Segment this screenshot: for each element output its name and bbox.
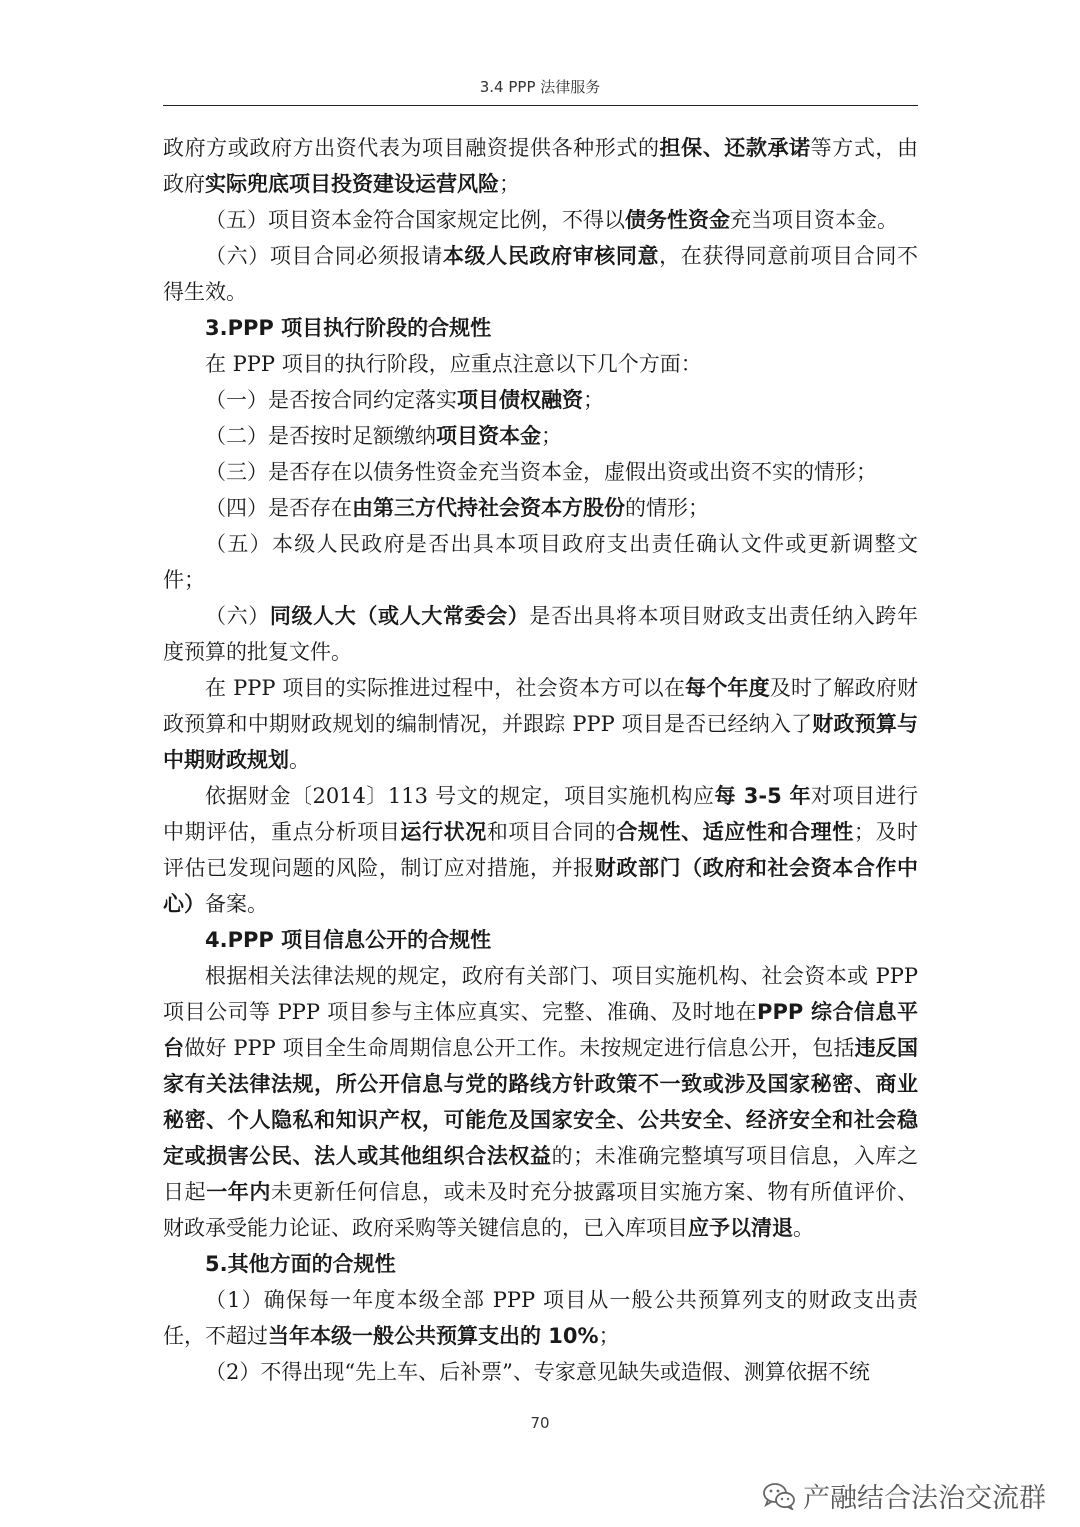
paragraph (163, 1282, 918, 1354)
bold-text: 违反国家有关法律法规，所公开信息与党的路线方针政策不一致或涉及国家秘密、商业秘密、个人隐私和知识产权，可能危及国家安全、公共安全、经济安全和社会稳定或损害公民、法人或其他组织合法权益 (163, 1036, 918, 1168)
running-header: 3.4 PPP 法律服务 (479, 78, 601, 96)
text-run: 的情形； (625, 496, 709, 520)
text-run: 3.PPP 项目执行阶段的合规性 (205, 316, 492, 340)
text-run: （2）不得出现“先上车、后补票”、专家意见缺失或造假、测算依据不统 (205, 1360, 870, 1384)
section-heading (163, 1246, 918, 1282)
wechat-icon (763, 1482, 795, 1510)
document-body (163, 130, 918, 1390)
text-run: ； (499, 172, 520, 196)
text-run: 和项目合同的 (486, 820, 617, 844)
bold-text: 合规性、适应性和合理性 (616, 820, 854, 844)
text-run: （二）是否按时足额缴纳 (205, 424, 436, 448)
text-run: 充当项目资本金。 (730, 208, 898, 232)
bold-text: 本级人民政府审核同意 (442, 244, 660, 268)
text-run: 等方式，由政府 (163, 136, 919, 196)
text-run: （1）确保每一年度本级全部 PPP 项目从一般公共预算列支的财政支出责任，不超过 (163, 1288, 918, 1348)
paragraph (163, 778, 918, 922)
section-heading (163, 922, 918, 958)
text-run: （五）本级人民政府是否出具本项目政府支出责任确认文件或更新调整文件； (163, 532, 918, 592)
text-run: （一）是否按合同约定落实 (205, 388, 457, 412)
watermark (763, 1476, 1046, 1515)
text-run: （三）是否存在以债务性资金充当资本金，虚假出资或出资不实的情形； (205, 460, 877, 484)
bold-text: 同级人大（或人大常委会） (269, 604, 530, 628)
paragraph (163, 1354, 918, 1390)
text-run: 的；未准确完整填写项目信息，入库之日起 (163, 1144, 919, 1204)
text-run: 政府方或政府方出资代表为项目融资提供各种形式的 (163, 136, 660, 160)
text-run: （五）项目资本金符合国家规定比例，不得以 (205, 208, 625, 232)
paragraph (163, 958, 918, 1246)
bold-text: 应予以清退 (688, 1216, 793, 1240)
paragraph (163, 670, 918, 778)
bold-text: 当年本级一般公共预算支出的 10% (268, 1324, 599, 1348)
paragraph (163, 202, 918, 238)
watermark-text: 产融结合法治交流群 (803, 1483, 1046, 1514)
bold-text: 运行状况 (400, 820, 487, 844)
text-run: 做好 PPP 项目全生命周期信息公开工作。未按规定进行信息公开，包括 (184, 1036, 855, 1060)
text-run: 在 PPP 项目的执行阶段，应重点注意以下几个方面： (205, 352, 702, 376)
text-run: ；及时评估已发现问题的风险，制订应对措施，并报 (163, 820, 919, 880)
text-run: 依据财金〔2014〕113 号文的规定，项目实施机构应 (205, 784, 715, 808)
text-run: 及时了解政府财政预算和中期财政规划的编制情况，并跟踪 PPP 项目是否已经纳入了 (163, 676, 918, 736)
text-run: 未更新任何信息，或未及时充分披露项目实施方案、物有所值评价、财政承受能力论证、政府采购等关键信息的，已入库项目 (163, 1180, 919, 1240)
bold-text: 担保、还款承诺 (659, 136, 811, 160)
bold-text: PPP 综合信息平台 (163, 1000, 918, 1060)
bold-text: 项目资本金 (436, 424, 541, 448)
paragraph (163, 418, 918, 454)
bold-text: 每个年度 (685, 676, 770, 700)
bold-text: 项目债权融资 (457, 388, 583, 412)
text-run: 在 PPP 项目的实际推进过程中，社会资本方可以在 (205, 676, 686, 700)
text-run: 。 (289, 748, 310, 772)
paragraph (163, 454, 918, 490)
text-run: 备案。 (205, 892, 268, 916)
text-run: ； (598, 1324, 620, 1348)
paragraph (163, 598, 918, 670)
text-run: 是否出具将本项目财政支出责任纳入跨年度预算的批复文件。 (163, 604, 918, 664)
bold-text: 由第三方代持社会资本方股份 (352, 496, 625, 520)
bold-text: 每 3-5 年 (714, 784, 812, 808)
paragraph (163, 238, 918, 310)
paragraph (163, 382, 918, 418)
text-run: ； (541, 424, 562, 448)
bold-text: 债务性资金 (625, 208, 730, 232)
bold-text: 一年内 (206, 1180, 271, 1204)
bold-text: 实际兜底项目投资建设运营风险 (205, 172, 499, 196)
paragraph (163, 490, 918, 526)
text-run: ； (583, 388, 604, 412)
text-run: （六） (205, 604, 270, 628)
header-rule (163, 105, 918, 106)
text-run: 5.其他方面的合规性 (205, 1252, 396, 1276)
text-run: 根据相关法律法规的规定，政府有关部门、项目实施机构、社会资本或 PPP 项目公司等 PPP 项目参与主体应真实、完整、准确、及时地在 (163, 964, 918, 1024)
text-run: （六）项目合同必须报请 (205, 244, 443, 268)
text-run: （四）是否存在 (205, 496, 352, 520)
section-heading (163, 310, 918, 346)
page-number: 70 (530, 1414, 550, 1432)
paragraph (163, 130, 918, 202)
text-run: 4.PPP 项目信息公开的合规性 (205, 928, 492, 952)
text-run: 对项目进行中期评估，重点分析项目 (163, 784, 919, 844)
text-run: ，在获得同意前项目合同不得生效。 (163, 244, 918, 304)
paragraph (163, 346, 918, 382)
text-run: 。 (793, 1216, 814, 1240)
bold-text: 财政部门（政府和社会资本合作中心） (163, 856, 918, 916)
paragraph (163, 526, 918, 598)
bold-text: 财政预算与中期财政规划 (163, 712, 919, 772)
